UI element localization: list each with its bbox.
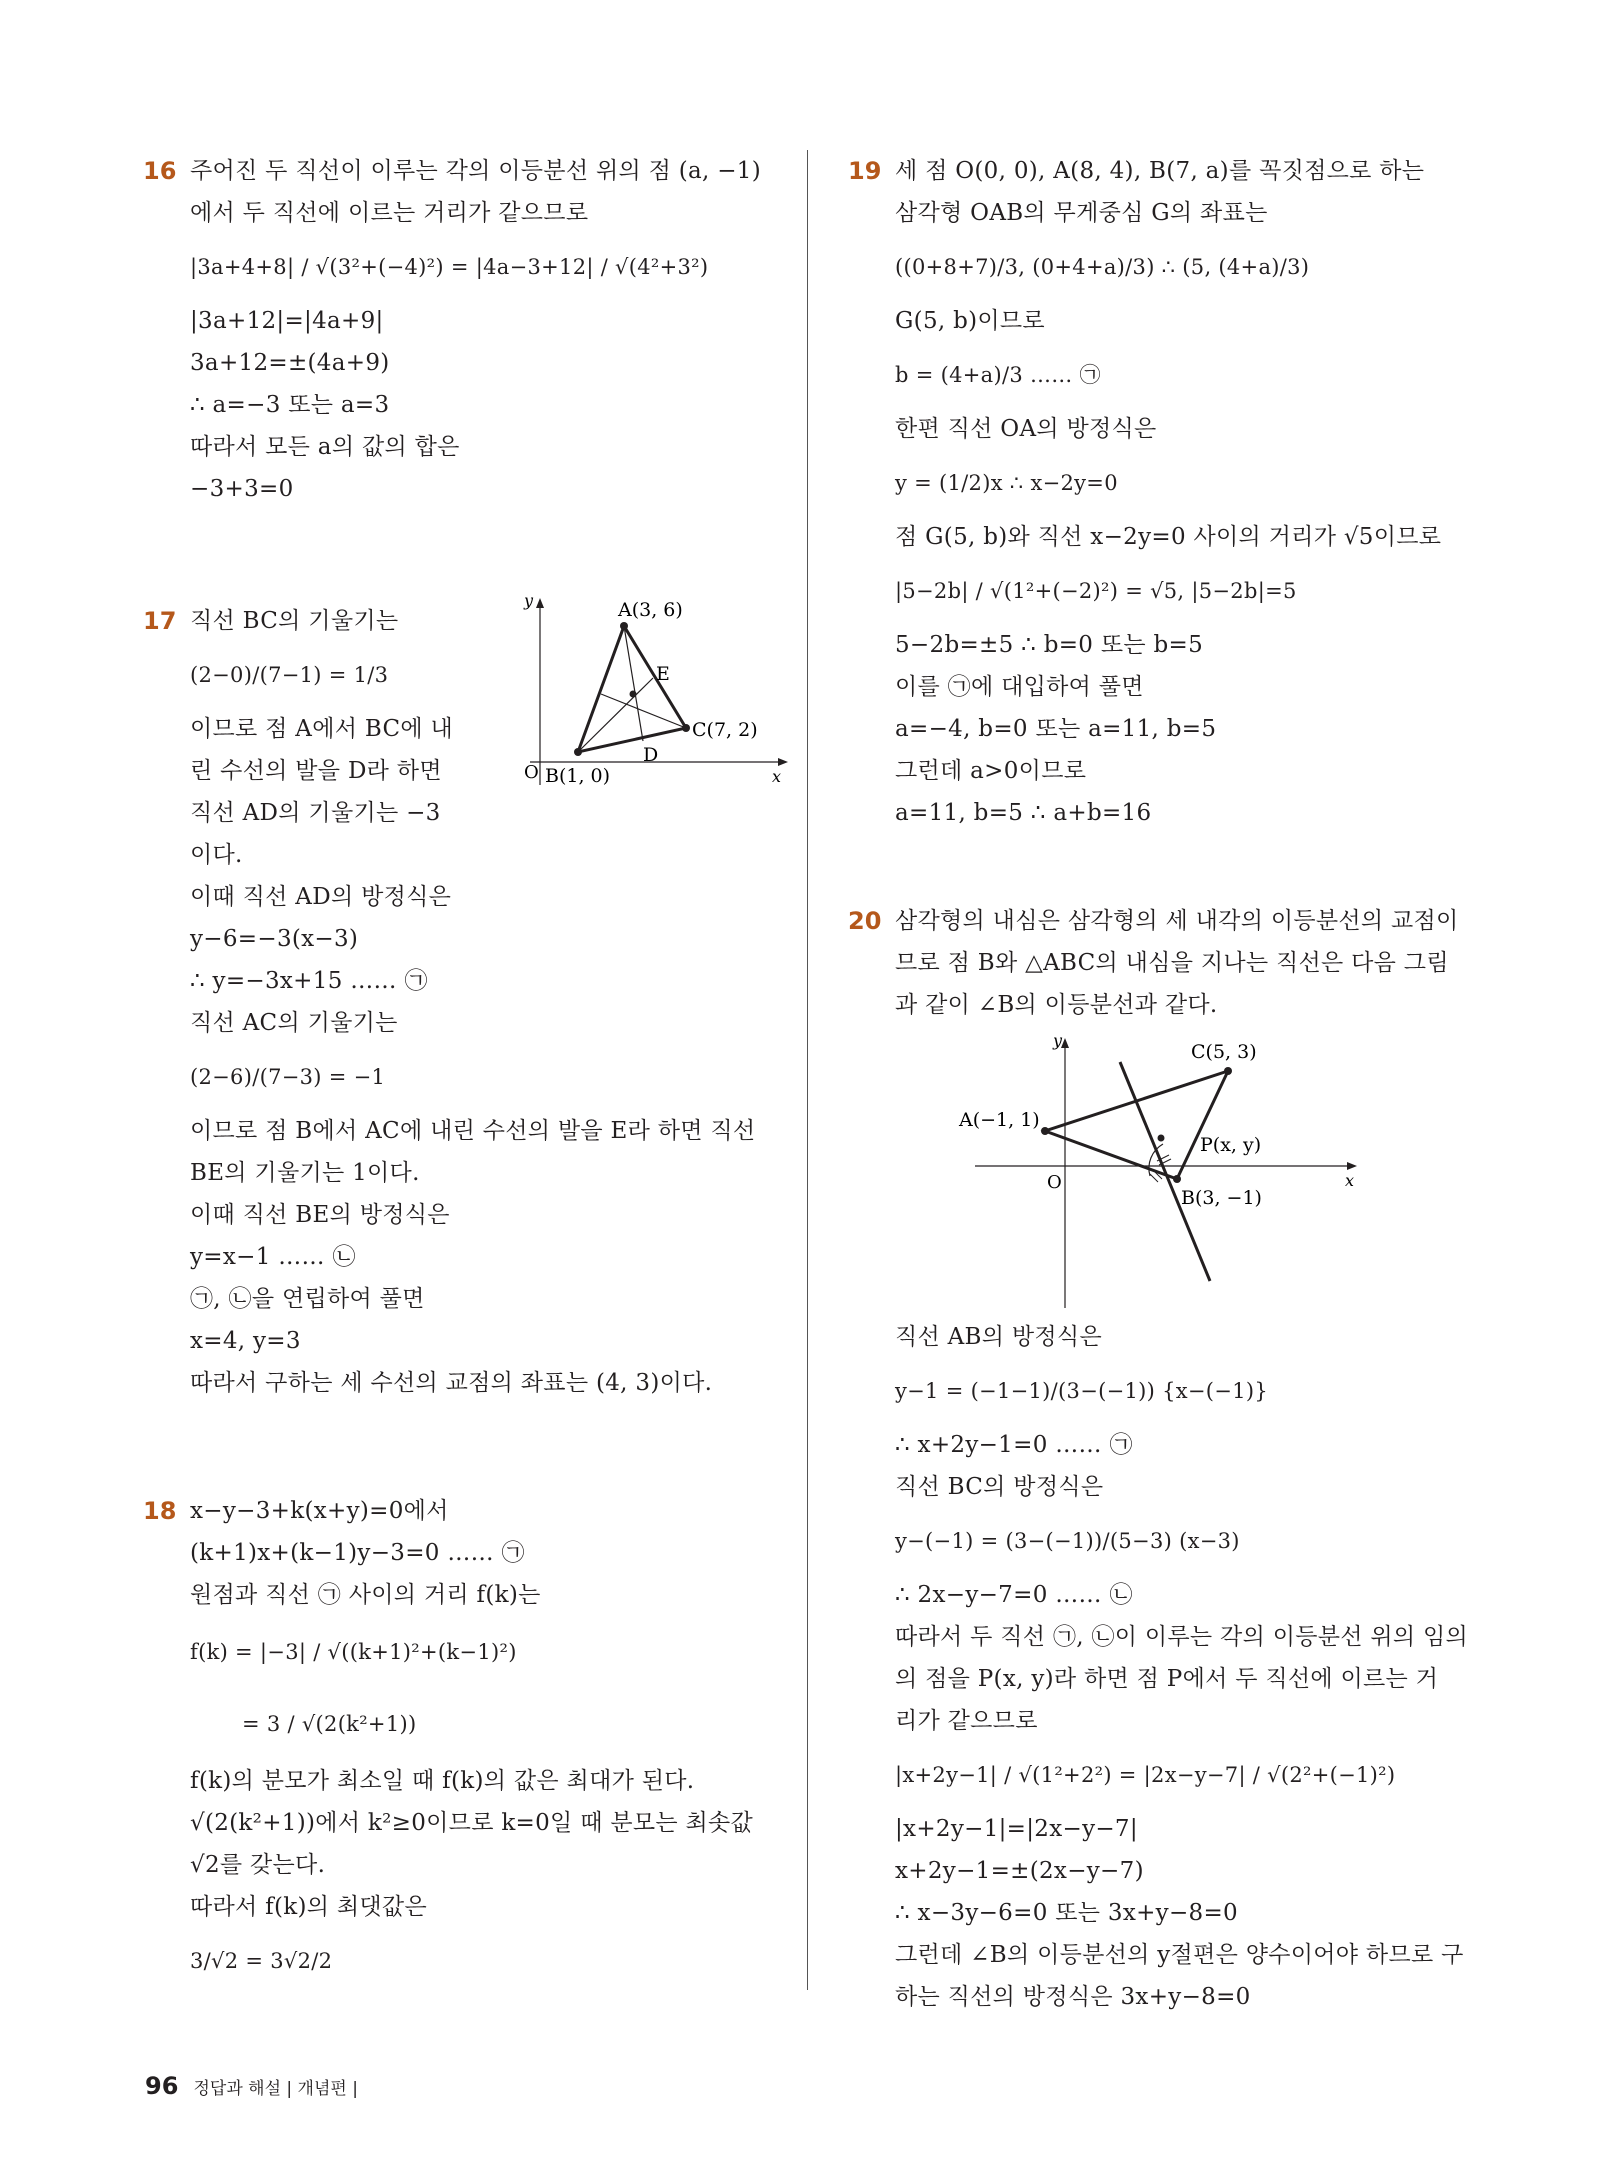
problem-20 [850,900,1480,2018]
solution-line: 하는 직선의 방정식은 3x+y−8=0 [895,1984,1251,2010]
solution-line: |3a+12|=|4a+9| [190,308,384,334]
point-a-label: A(3, 6) [618,599,683,621]
solution-line: 삼각형의 내심은 삼각형의 세 내각의 이등분선의 교점이 [895,908,1459,934]
point-c-label: C(5, 3) [1191,1041,1257,1063]
solution-line: 므로 점 B와 △ABC의 내심을 지나는 직선은 다음 그림 [895,950,1449,976]
triangle-abc [1045,1071,1228,1179]
solution-line: ∴ x−3y−6=0 또는 3x+y−8=0 [895,1900,1238,1926]
incenter-figure-20 [895,1026,1480,1316]
solution-line: √(2(k²+1))에서 k²≥0이므로 k=0일 때 분모는 최솟값 [190,1810,754,1836]
solution-line: y−(−1) = (3−(−1))/(5−3) (x−3) [895,1529,1240,1553]
incenter-diagram [945,1026,1505,1316]
point-a [1041,1127,1049,1135]
point-c [1224,1067,1232,1075]
solution-line: ((0+8+7)/3, (0+4+a)/3) ∴ (5, (4+a)/3) [895,255,1310,279]
point-b-label: B(3, −1) [1181,1187,1262,1209]
altitude-cf [601,694,686,728]
point-p [1158,1135,1165,1142]
solution-line: 에서 두 직선에 이르는 거리가 같으므로 [190,200,589,226]
point-c-label: C(7, 2) [692,719,758,741]
footer-text: 정답과 해설 | 개념편 | [193,2078,358,2099]
point-b [1173,1175,1181,1183]
point-e-label: E [656,663,670,685]
solution-line: x=4, y=3 [190,1328,301,1354]
solution-line: 3a+12=±(4a+9) [190,350,390,376]
solution-line: √2를 갖는다. [190,1852,326,1878]
solution-line: f(k)의 분모가 최소일 때 f(k)의 값은 최대가 된다. [190,1768,695,1794]
problem-16 [145,150,785,510]
solution-body [190,1490,785,1994]
column-divider [807,150,808,1990]
problem-number: 20 [848,907,882,935]
solution-line: y = (1/2)x ∴ x−2y=0 [895,471,1118,495]
x-label: x [1345,1171,1355,1190]
solution-line: b = (4+a)/3 …… ㉠ [895,363,1101,387]
solution-line: 과 같이 ∠B의 이등분선과 같다. [895,992,1218,1018]
page-footer [145,2072,358,2100]
solution-line: 그런데 a>0이므로 [895,758,1087,784]
triangle-abc [578,626,686,752]
solution-line: 직선 BC의 기울기는 [190,608,399,634]
solution-line: = 3 / √(2(k²+1)) [242,1712,417,1736]
solution-line: |3a+4+8| / √(3²+(−4)²) = |4a−3+12| / √(4²+3²) [190,255,709,279]
solution-line: 삼각형 OAB의 무게중심 G의 좌표는 [895,200,1268,226]
solution-line: G(5, b)이므로 [895,308,1045,334]
solution-line: 주어진 두 직선이 이루는 각의 이등분선 위의 점 (a, −1) [190,158,762,184]
solution-line: f(k) = |−3| / √((k+1)²+(k−1)²) [190,1640,517,1664]
solution-line: 직선 BC의 방정식은 [895,1474,1104,1500]
solution-line: x+2y−1=±(2x−y−7) [895,1858,1144,1884]
solution-line: 5−2b=±5 ∴ b=0 또는 b=5 [895,632,1204,658]
solution-line: |5−2b| / √(1²+(−2)²) = √5, |5−2b|=5 [895,579,1297,603]
solution-line: y−6=−3(x−3) [190,926,359,952]
page-number: 96 [145,2072,179,2100]
x-axis-arrow [1347,1162,1357,1170]
orthocenter [630,691,637,698]
origin-label: O [1047,1172,1062,1193]
point-b [574,748,582,756]
altitude-be [578,678,653,752]
solution-line: 이때 직선 BE의 방정식은 [190,1202,450,1228]
solution-line: ㉠, ㉡을 연립하여 풀면 [190,1286,425,1312]
solution-line: 3/√2 = 3√2/2 [190,1949,333,1973]
x-label: x [772,767,782,786]
origin-label: O [524,762,539,783]
point-c [682,724,690,732]
solution-line: (2−6)/(7−3) = −1 [190,1065,386,1089]
solution-body [895,150,1480,834]
triangle-figure-17 [500,590,790,790]
bisector-line [1120,1062,1210,1281]
y-axis-arrow [1061,1038,1069,1048]
solution-body [895,900,1480,2018]
point-p-label: P(x, y) [1200,1134,1262,1156]
solution-line: a=11, b=5 ∴ a+b=16 [895,800,1152,826]
problem-number: 16 [143,157,177,185]
solution-line: 의 점을 P(x, y)라 하면 점 P에서 두 직선에 이르는 거 [895,1666,1439,1692]
solution-line: x−y−3+k(x+y)=0에서 [190,1498,449,1524]
solution-line: 점 G(5, b)와 직선 x−2y=0 사이의 거리가 √5이므로 [895,524,1442,550]
solution-line: 따라서 두 직선 ㉠, ㉡이 이루는 각의 이등분선 위의 임의 [895,1624,1469,1650]
solution-line: −3+3=0 [190,476,294,502]
solution-line: 린 수선의 발을 D라 하면 [190,758,442,784]
point-d-label: D [643,744,659,766]
point-a [620,622,628,630]
solution-line: 이다. [190,842,243,868]
solution-line: ∴ 2x−y−7=0 …… ㉡ [895,1582,1133,1608]
solution-line: 직선 AC의 기울기는 [190,1010,398,1036]
solution-line: 한편 직선 OA의 방정식은 [895,416,1157,442]
solution-line: 세 점 O(0, 0), A(8, 4), B(7, a)를 꼭짓점으로 하는 [895,158,1425,184]
point-b-label: B(1, 0) [545,765,611,787]
solution-line: 이므로 점 B에서 AC에 내린 수선의 발을 E라 하면 직선 [190,1118,756,1144]
solution-line: (2−0)/(7−1) = 1/3 [190,663,389,687]
y-label: y [1053,1031,1063,1050]
solution-line: 따라서 f(k)의 최댓값은 [190,1894,427,1920]
solution-line: 리가 같으므로 [895,1708,1038,1734]
solution-line: 직선 AB의 방정식은 [895,1324,1102,1350]
solution-body [190,150,785,510]
solution-line: a=−4, b=0 또는 a=11, b=5 [895,716,1217,742]
problem-17 [143,591,785,1404]
angle-tick [1150,1174,1158,1182]
solution-line: y=x−1 …… ㉡ [190,1244,356,1270]
solution-line: 이때 직선 AD의 방정식은 [190,884,452,910]
solution-line: 이를 ㉠에 대입하여 풀면 [895,674,1144,700]
triangle-diagram [500,590,790,790]
problem-number: 18 [143,1497,177,1525]
solution-line: BE의 기울기는 1이다. [190,1160,420,1186]
y-label: y [524,591,534,610]
solution-line: y−1 = (−1−1)/(3−(−1)) {x−(−1)} [895,1379,1269,1403]
problem-18 [145,1490,785,1994]
problem-19 [850,150,1480,834]
solution-line: |x+2y−1| / √(1²+2²) = |2x−y−7| / √(2²+(−1)²) [895,1763,1396,1787]
solution-line: 이므로 점 A에서 BC에 내 [190,716,454,742]
solution-line: 따라서 모든 a의 값의 합은 [190,434,460,460]
y-axis-arrow [536,598,544,608]
solution-line: 따라서 구하는 세 수선의 교점의 좌표는 (4, 3)이다. [190,1370,713,1396]
solution-line: ∴ x+2y−1=0 …… ㉠ [895,1432,1133,1458]
solution-line: ∴ a=−3 또는 a=3 [190,392,390,418]
x-axis-arrow [778,758,788,766]
point-a-label: A(−1, 1) [959,1109,1040,1131]
solution-line: (k+1)x+(k−1)y−3=0 …… ㉠ [190,1540,525,1566]
solution-line: ∴ y=−3x+15 …… ㉠ [190,968,428,994]
solution-line: |x+2y−1|=|2x−y−7| [895,1816,1138,1842]
solution-line: 원점과 직선 ㉠ 사이의 거리 f(k)는 [190,1582,541,1608]
problem-number: 19 [848,157,882,185]
solution-line: 그런데 ∠B의 이등분선의 y절편은 양수이어야 하므로 구 [895,1942,1464,1968]
problem-number: 17 [143,607,177,635]
solution-line: 직선 AD의 기울기는 −3 [190,800,441,826]
